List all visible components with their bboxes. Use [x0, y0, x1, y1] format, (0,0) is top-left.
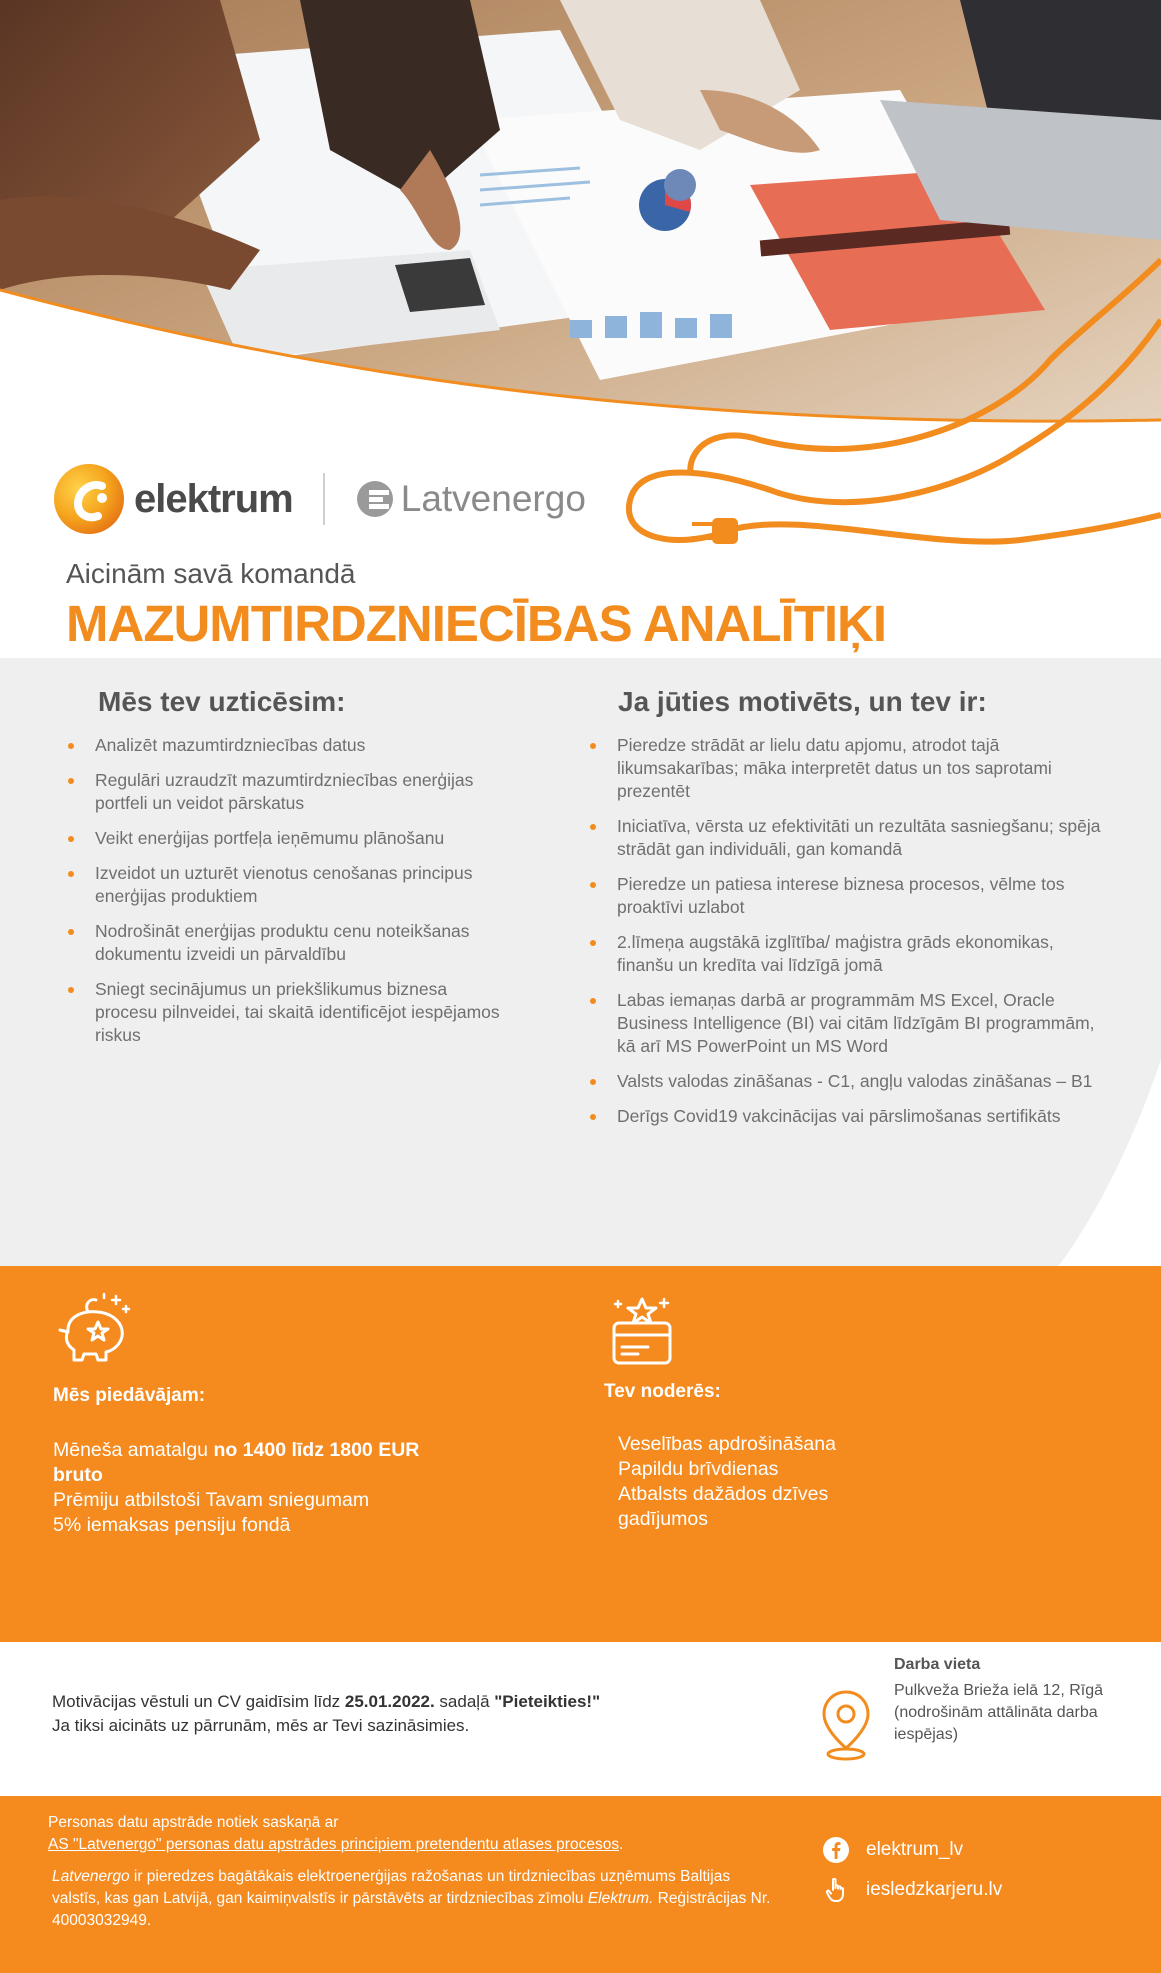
benefits-list	[618, 1432, 918, 1532]
list-item: Derīgs Covid19 vakcinācijas vai pārslimošanas sertifikāts	[586, 1105, 1106, 1128]
facebook-link[interactable]: elektrum_lv	[822, 1836, 963, 1864]
list-item: 5% iemaksas pensiju fondā	[53, 1514, 291, 1536]
workplace-details	[894, 1680, 1124, 1746]
intro-text: Aicinām savā komandā	[66, 558, 356, 589]
careers-link[interactable]: iesledzkarjeru.lv	[822, 1876, 1002, 1904]
apply-section-name: "Pieteikties!"	[494, 1692, 601, 1711]
salary-range: no 1400 līdz 1800 EUR bruto	[53, 1439, 420, 1486]
gift-card-icon	[608, 1293, 690, 1369]
list-item: Labas iemaņas darbā ar programmām MS Excel, Oracle Business Intelligence (BI) vai citām līdzīgām BI programmām, kā arī MS PowerPoint un MS Word	[586, 989, 1106, 1058]
privacy-note: Personas datu apstrāde notiek saskaņā ar	[48, 1814, 339, 1831]
list-item: Valsts valodas zināšanas - C1, angļu valodas zināšanas – B1	[586, 1070, 1106, 1093]
contact-note: Ja tiksi aicināts uz pārrunām, mēs ar Tevi sazināsimies.	[52, 1716, 470, 1735]
piggy-bank-icon	[54, 1290, 136, 1366]
list-item: Nodrošināt enerģijas produktu cenu noteikšanas dokumentu izveidi un pārvaldību	[64, 920, 514, 966]
workplace-heading: Darba vieta	[894, 1656, 981, 1673]
decorative-curve	[1040, 1266, 1161, 1386]
deadline-date: 25.01.2022.	[344, 1692, 435, 1711]
elektrum-wordmark: elektrum	[134, 476, 293, 521]
requirements-heading: Ja jūties motivēts, un tev ir:	[618, 686, 987, 717]
elektrum-ball-icon	[52, 462, 126, 536]
list-item: 2.līmeņa augstākā izglītība/ maģistra grāds ekonomikas, finanšu un kredīta vai līdzīgā jomā	[586, 931, 1106, 977]
benefits-heading: Tev noderēs:	[604, 1381, 721, 1402]
logo-divider	[323, 473, 325, 525]
cable-plug-graphic	[600, 300, 1161, 600]
list-item: Sniegt secinājumus un priekšlikumus biznesa procesu pilnveidei, tai skaitā identificējot iespējamos riskus	[64, 978, 514, 1047]
job-title: MAZUMTIRDZNIECĪBAS ANALĪTIĶI	[66, 595, 887, 652]
offer-list	[53, 1438, 473, 1538]
list-item: Pieredze un patiesa interese biznesa procesos, vēlme tos proaktīvi uzlabot	[586, 873, 1106, 919]
application-info	[52, 1690, 752, 1738]
list-item: Regulāri uzraudzīt mazumtirdzniecības enerģijas portfeli un veidot pārskatus	[64, 769, 514, 815]
list-item: Atbalsts dažādos dzīves gadījumos	[618, 1483, 829, 1530]
deadline-line: Motivācijas vēstuli un CV gaidīsim līdz 25.01.2022. sadaļā "Pieteikties!"	[52, 1692, 601, 1711]
latvenergo-logo	[355, 478, 586, 520]
workplace-address: Pulkveža Brieža ielā 12, Rīgā	[894, 1682, 1103, 1699]
list-item: Pieredze strādāt ar lielu datu apjomu, atrodot tajā likumsakarības; māka interpretēt datus un tos saprotami prezentēt	[586, 734, 1106, 803]
privacy-policy-link[interactable]: AS "Latvenergo" personas datu apstrādes principiem pretendentu atlases procesos.	[48, 1836, 624, 1853]
logo-bar	[52, 458, 586, 540]
elektrum-logo	[52, 462, 293, 536]
facebook-icon	[822, 1836, 850, 1864]
list-item: Veselības apdrošināšana	[618, 1433, 836, 1455]
latvenergo-wordmark: Latvenergo	[400, 478, 586, 519]
company-description: Latvenergo ir pieredzes bagātākais elektroenerģijas ražošanas un tirdzniecības uzņēmums Baltijas valstīs, kas gan Latvijā, gan kaimiņvalstīs ir pārstāvēts ar tirdzniecības zīmolu Elektrum. Reģistrācijas Nr. 40003032949.	[52, 1868, 771, 1929]
location-pin-icon	[818, 1688, 874, 1764]
tasks-heading: Mēs tev uzticēsim:	[98, 686, 346, 717]
remote-work-note: (nodrošinām attālināta darba iespējas)	[894, 1704, 1098, 1743]
list-item: Iniciatīva, vērsta uz efektivitāti un rezultāta sasniegšanu; spēja strādāt gan individuāli, gan komandā	[586, 815, 1106, 861]
pointer-hand-icon	[822, 1876, 850, 1904]
requirements-list	[586, 734, 1106, 1140]
salary-line: Mēneša amatalgu no 1400 līdz 1800 EUR bruto	[53, 1439, 420, 1486]
list-item: Papildu brīvdienas	[618, 1458, 779, 1480]
latvenergo-mark-icon	[355, 479, 395, 519]
list-item: Analizēt mazumtirdzniecības datus	[64, 734, 514, 757]
offer-heading: Mēs piedāvājam:	[53, 1385, 206, 1406]
tasks-list	[64, 734, 514, 1059]
list-item: Izveidot un uzturēt vienotus cenošanas principus enerģijas produktiem	[64, 862, 514, 908]
list-item: Veikt enerģijas portfeļa ieņēmumu plānošanu	[64, 827, 514, 850]
list-item: Prēmiju atbilstoši Tavam sniegumam	[53, 1489, 370, 1511]
